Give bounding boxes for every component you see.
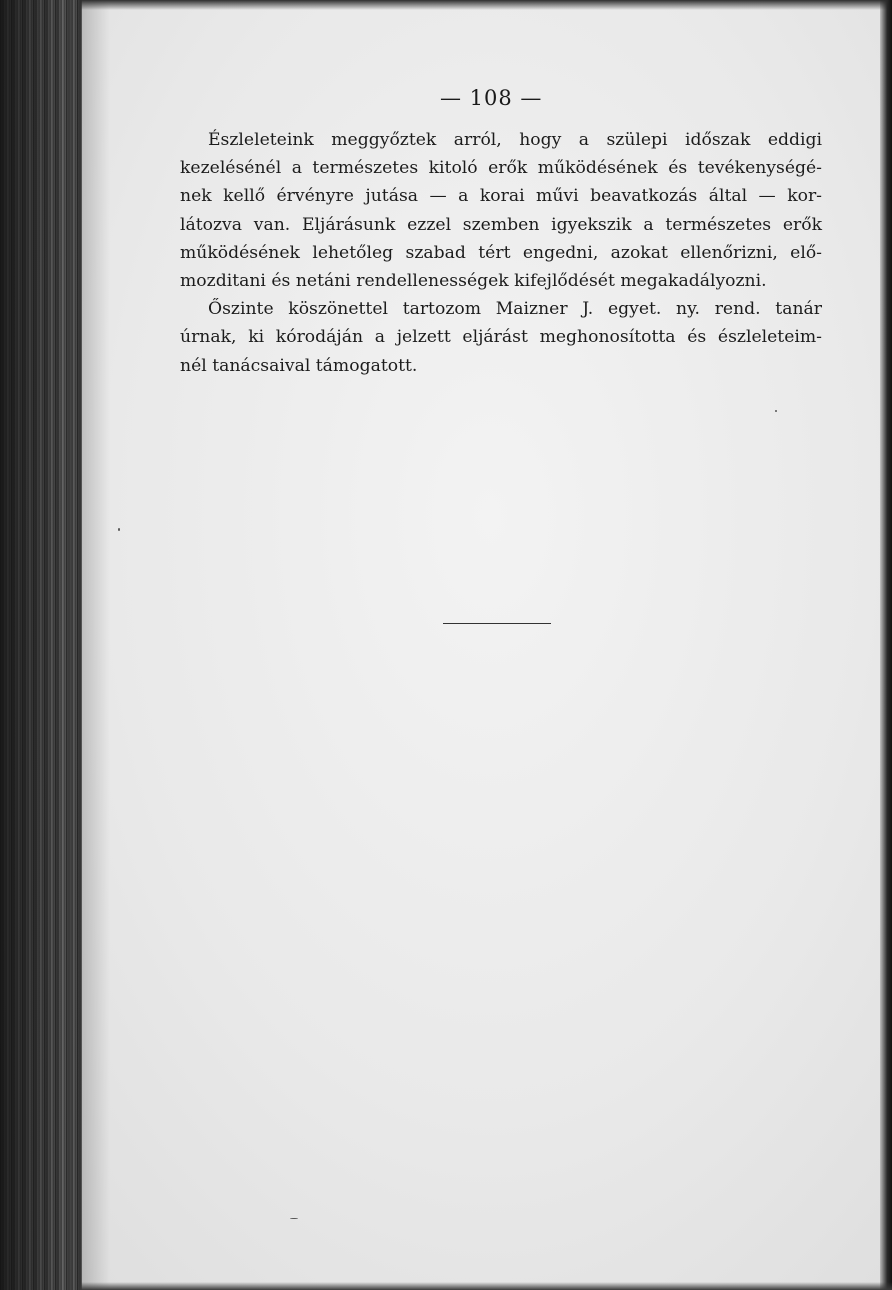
- text-line: mozditani és netáni rendellenességek kifejlődését megakadályozni.: [180, 271, 767, 292]
- text-line: működésének lehetőleg szabad tért engedni, azokat ellenőrizni, elő-: [180, 242, 822, 263]
- body-text: [180, 126, 822, 380]
- binding-shadow: [70, 0, 110, 1290]
- text-line: úrnak, ki kórodáján a jelzett eljárást meghonosította és észleleteim-: [180, 327, 822, 348]
- text-line: Észleleteink meggyőztek arról, hogy a szülepi időszak eddigi: [208, 130, 822, 150]
- text-line: látozva van. Eljárásunk ezzel szemben igyekszik a természetes erők: [180, 214, 822, 235]
- top-scan-edge: [80, 0, 892, 10]
- paragraph-observations: [180, 126, 822, 295]
- paragraph-acknowledgement: [180, 295, 822, 380]
- text-line: nél tanácsaival támogatott.: [180, 355, 418, 376]
- scan-speck: [290, 1218, 298, 1219]
- section-end-rule: [443, 623, 551, 624]
- page-number: — 108 —: [440, 86, 543, 110]
- bottom-scan-edge: [80, 1282, 892, 1290]
- text-line: nek kellő érvényre jutása — a korai művi beavatkozás által — kor-: [180, 186, 822, 207]
- scan-speck: [775, 410, 777, 412]
- right-scan-edge: [880, 0, 892, 1290]
- scan-speck: [118, 528, 120, 531]
- text-line: kezelésénél a természetes kitoló erők működésének és tevékenységé-: [180, 158, 822, 179]
- text-line: Őszinte köszönettel tartozom Maizner J. egyet. ny. rend. tanár: [208, 299, 822, 320]
